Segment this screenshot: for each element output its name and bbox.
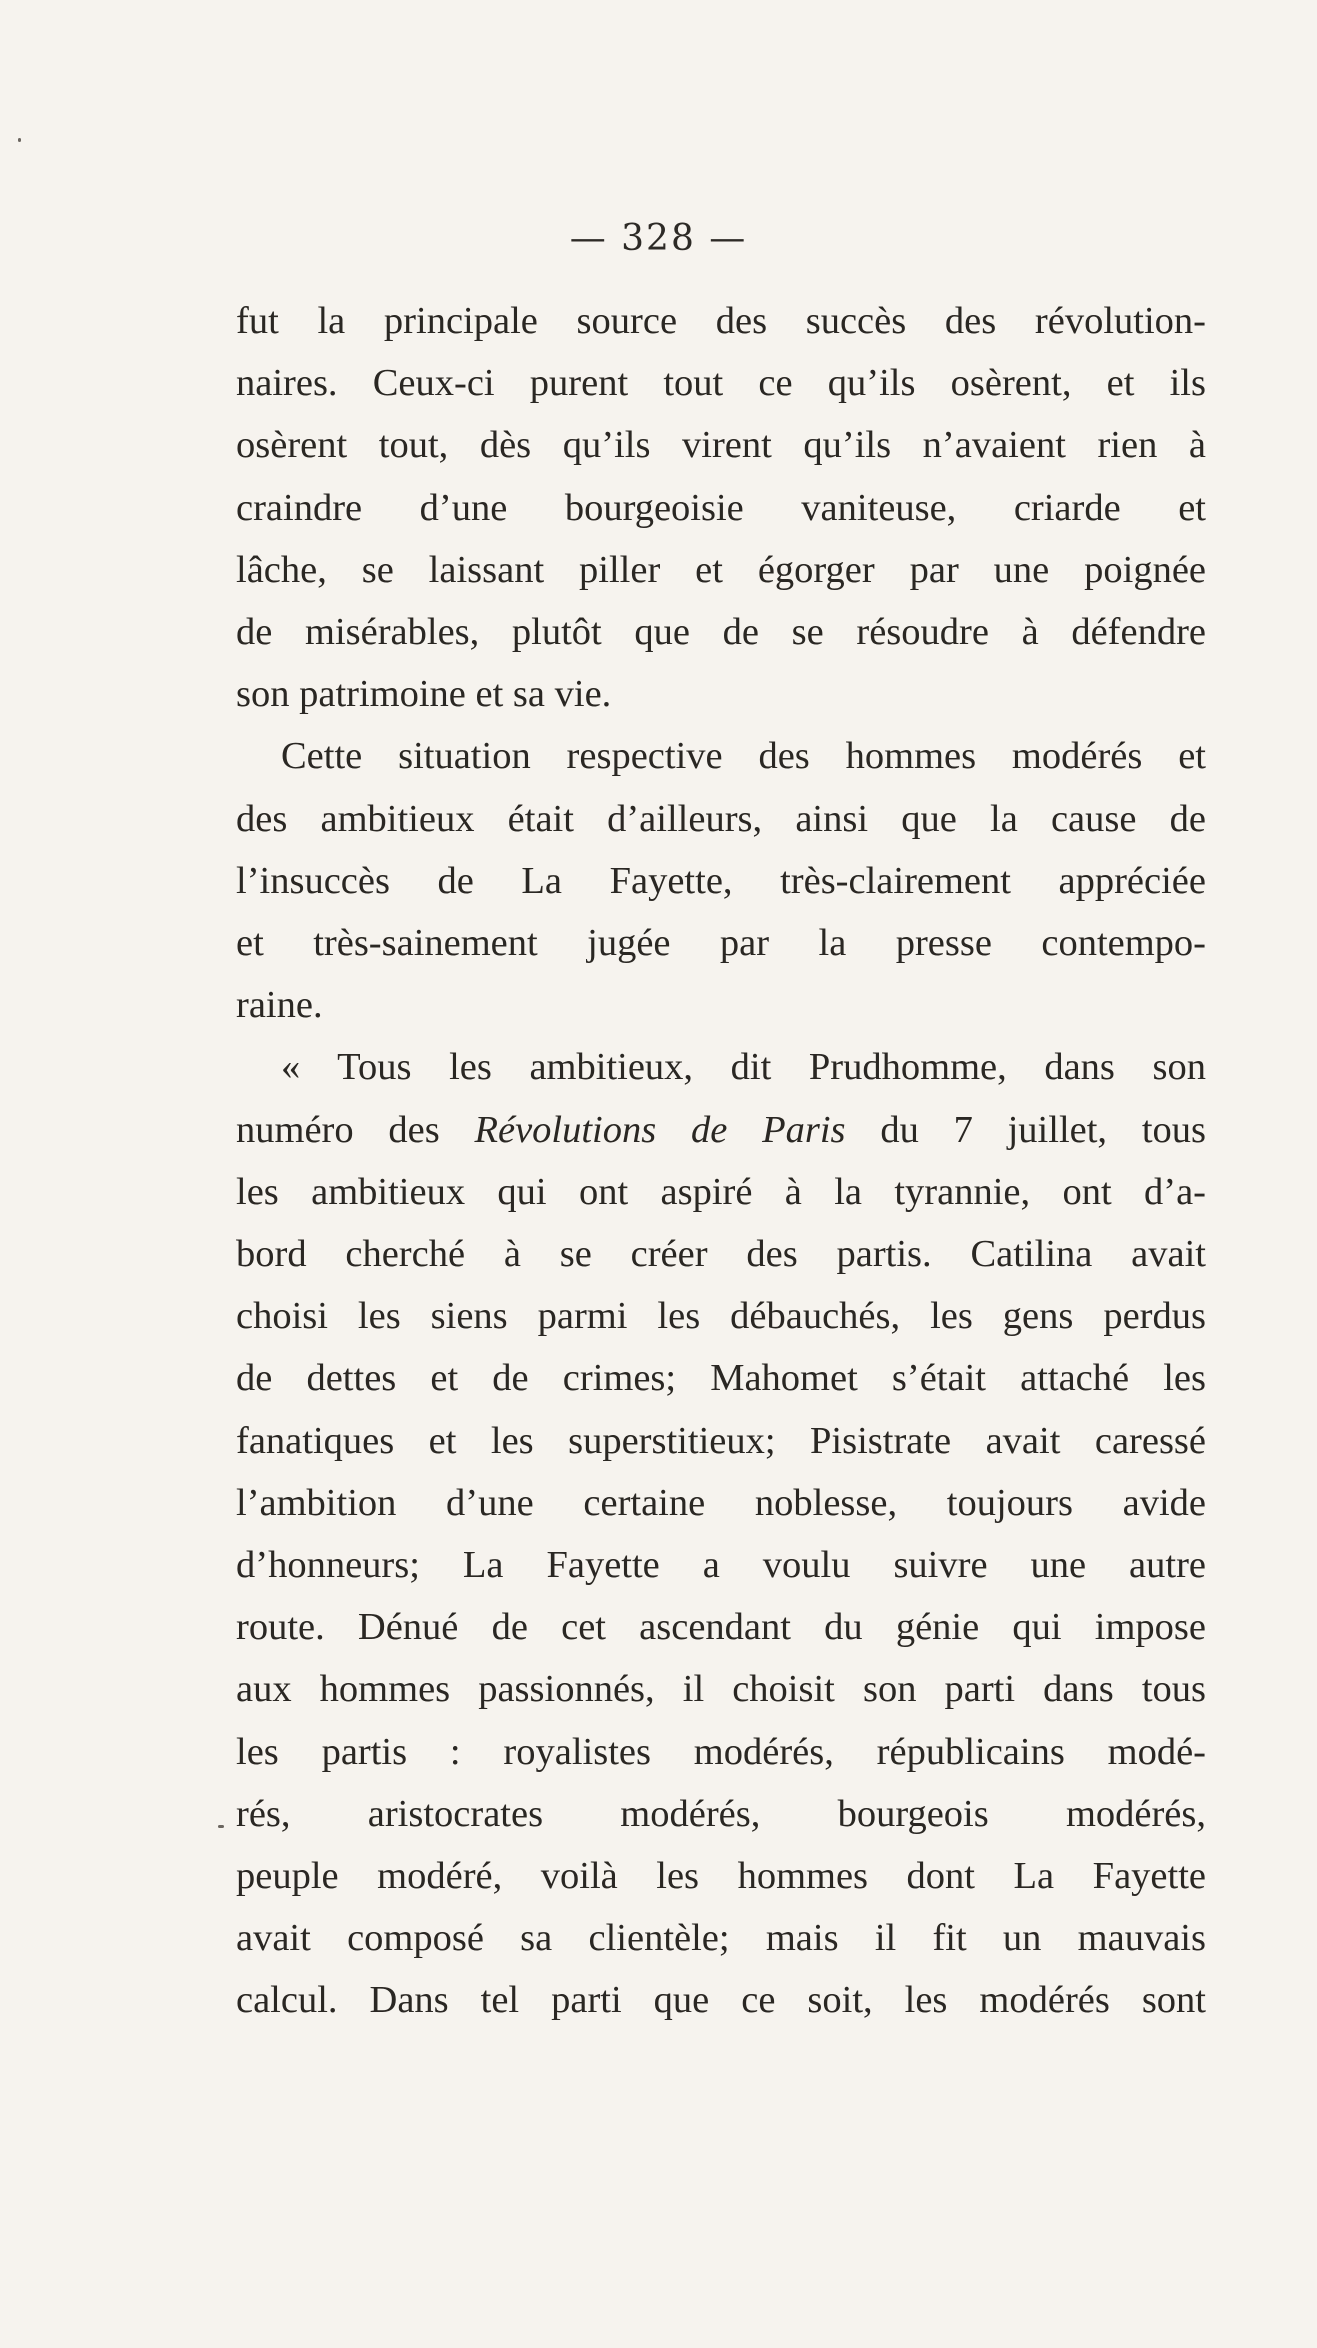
- text-line: peuple modéré, voilà les hommes dont La Fayette: [236, 1855, 1206, 1898]
- text-line: l’ambition d’une certaine noblesse, toujours avide: [236, 1481, 1206, 1524]
- text-line: choisi les siens parmi les débauchés, les gens perdus: [236, 1295, 1206, 1338]
- text-line: calcul. Dans tel parti que ce soit, les modérés sont: [236, 1979, 1206, 2022]
- text-line: osèrent tout, dès qu’ils virent qu’ils n’avaient rien à: [236, 424, 1206, 467]
- paragraph: [236, 1036, 1206, 2031]
- text-line: naires. Ceux-ci purent tout ce qu’ils osèrent, et ils: [236, 362, 1206, 405]
- text-line: rés, aristocrates modérés, bourgeois modérés,: [236, 1792, 1206, 1835]
- text-line: numéro des Révolutions de Paris du 7 juillet, tous: [236, 1108, 1206, 1151]
- text-line: d’honneurs; La Fayette a voulu suivre une autre: [236, 1544, 1206, 1587]
- text-line: avait composé sa clientèle; mais il fit un mauvais: [236, 1917, 1206, 1960]
- text-line: fanatiques et les superstitieux; Pisistrate avait caressé: [236, 1419, 1206, 1462]
- text-line: Cette situation respective des hommes modérés et: [281, 735, 1206, 778]
- text-line: les ambitieux qui ont aspiré à la tyrannie, ont d’a-: [236, 1170, 1206, 1213]
- text-line: de dettes et de crimes; Mahomet s’était attaché les: [236, 1357, 1206, 1400]
- ink-speck: [218, 1825, 224, 1828]
- text-line: de misérables, plutôt que de se résoudre à défendre: [236, 611, 1206, 654]
- paragraph: [236, 290, 1206, 725]
- text-line: raine.: [236, 984, 323, 1027]
- text-line: son patrimoine et sa vie.: [236, 673, 612, 716]
- text-line: route. Dénué de cet ascendant du génie qui impose: [236, 1606, 1206, 1649]
- body-text: [236, 290, 1206, 2032]
- text-line: bord cherché à se créer des partis. Catilina avait: [236, 1233, 1206, 1276]
- journal-title: Révolutions de Paris: [474, 1108, 846, 1151]
- text-line: aux hommes passionnés, il choisit son parti dans tous: [236, 1668, 1206, 1711]
- text-line: l’insuccès de La Fayette, très-clairement appréciée: [236, 859, 1206, 902]
- text-line: lâche, se laissant piller et égorger par une poignée: [236, 548, 1206, 591]
- text-line: les partis : royalistes modérés, républicains modé-: [236, 1730, 1206, 1773]
- text-line: et très-sainement jugée par la presse contempo-: [236, 922, 1206, 965]
- paragraph: [236, 725, 1206, 1036]
- text-line: craindre d’une bourgeoisie vaniteuse, criarde et: [236, 486, 1206, 529]
- text-line: « Tous les ambitieux, dit Prudhomme, dans son: [281, 1046, 1206, 1089]
- ink-speck: [18, 138, 21, 142]
- page-number: — 328 —: [569, 218, 748, 259]
- text-line: des ambitieux était d’ailleurs, ainsi que la cause de: [236, 797, 1206, 840]
- text-line: fut la principale source des succès des révolution-: [236, 300, 1206, 342]
